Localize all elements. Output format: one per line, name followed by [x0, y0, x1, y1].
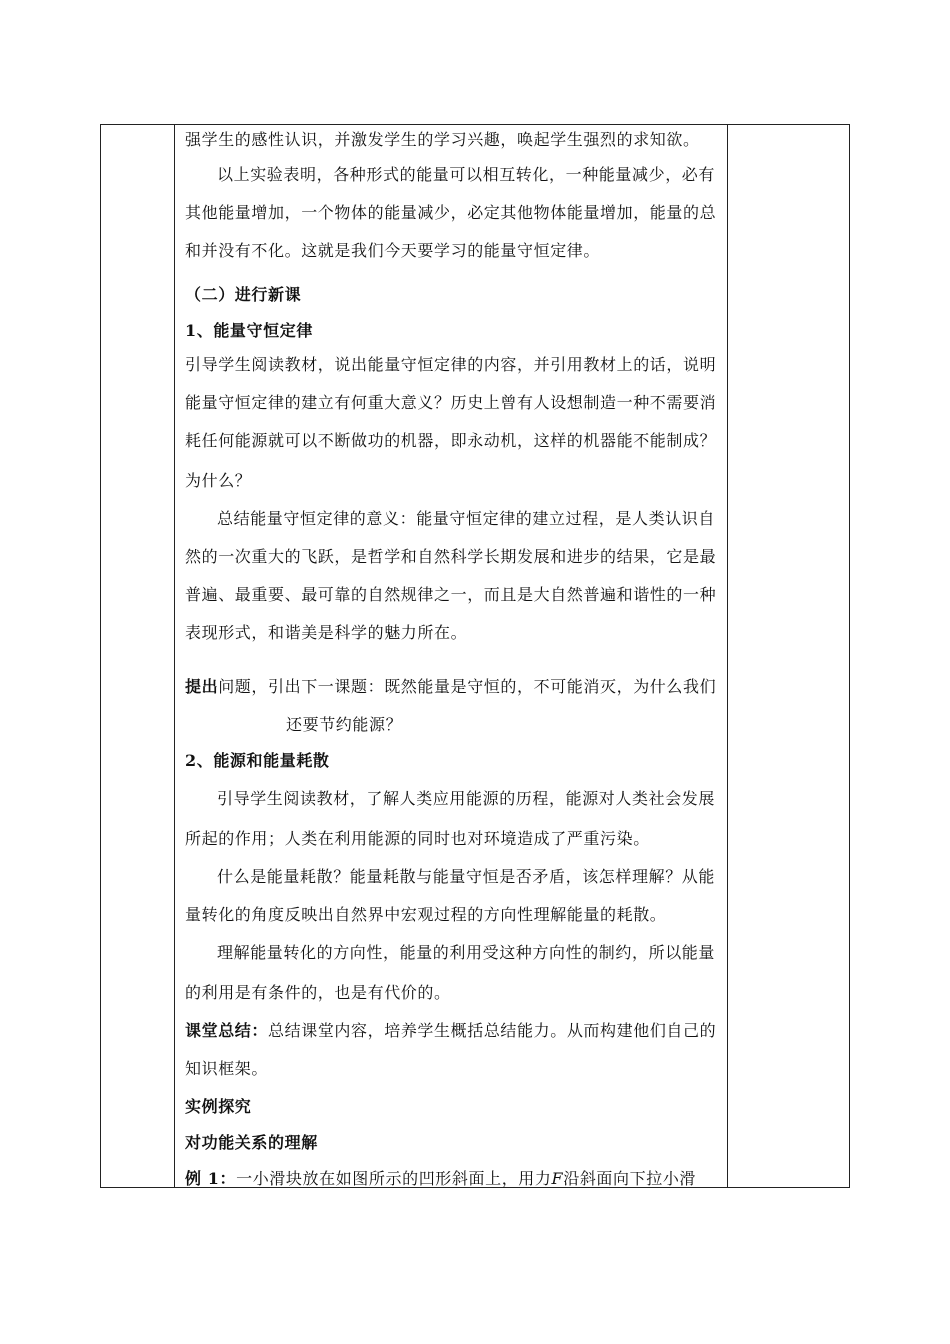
section-heading: 1、能量守恒定律 [185, 321, 313, 340]
section-heading: 实例探究 [185, 1097, 252, 1116]
column-divider-right [727, 125, 728, 1187]
text-line: 以上实验表明，各种形式的能量可以相互转化，一种能量减少，必有 [217, 165, 716, 184]
text-line: 为什么？ [185, 471, 252, 490]
text-line: 普遍、最重要、最可靠的自然规律之一，而且是大自然普遍和谐性的一种 [185, 585, 717, 604]
line-rest: 一小滑块放在如图所示的凹形斜面上，用力 [236, 1169, 552, 1188]
text-line: 的利用是有条件的，也是有代价的。 [185, 983, 451, 1002]
lesson-table [100, 124, 850, 1188]
text-line: 总结能量守恒定律的意义：能量守恒定律的建立过程，是人类认识自 [217, 509, 716, 528]
text-line: 强学生的感性认识，并激发学生的学习兴趣，唤起学生强烈的求知欲。 [185, 130, 700, 149]
section-heading: （二）进行新课 [185, 285, 302, 304]
column-divider-left [174, 125, 175, 1187]
text-line: 所起的作用；人类在利用能源的同时也对环境造成了严重污染。 [185, 829, 650, 848]
text-line: 还要节约能源？ [286, 715, 403, 734]
example-label: 例 1： [185, 1169, 237, 1188]
line-rest: 沿斜面向下拉小滑 [563, 1169, 697, 1188]
section-heading: 对功能关系的理解 [185, 1133, 318, 1152]
text-line: 耗任何能源就可以不断做功的机器，即永动机，这样的机器能不能制成？ [185, 431, 717, 450]
text-line: 量转化的角度反映出自然界中宏观过程的方向性理解能量的耗散。 [185, 905, 667, 924]
section-heading: 2、能源和能量耗散 [185, 751, 330, 770]
text-line: 然的一次重大的飞跃，是哲学和自然科学长期发展和进步的结果，它是最 [185, 547, 717, 566]
bold-lead: 课堂总结： [185, 1021, 269, 1040]
text-line: 什么是能量耗散？能量耗散与能量守恒是否矛盾，该怎样理解？从能 [217, 867, 716, 886]
text-line: 引导学生阅读教材，说出能量守恒定律的内容，并引用教材上的话，说明 [185, 355, 717, 374]
line-rest: 问题，引出下一课题：既然能量是守恒的，不可能消灭，为什么我们 [218, 677, 717, 696]
line-rest: 总结课堂内容，培养学生概括总结能力。从而构建他们自己的 [268, 1021, 717, 1040]
text-line: 引导学生阅读教材，了解人类应用能源的历程，能源对人类社会发展 [217, 789, 716, 808]
text-line [185, 1169, 696, 1189]
text-line: 其他能量增加，一个物体的能量减少，必定其他物体能量增加，能量的总 [185, 203, 717, 222]
text-line: 表现形式，和谐美是科学的魅力所在。 [185, 623, 468, 642]
bold-lead: 提出 [185, 677, 219, 696]
text-line: 理解能量转化的方向性，能量的利用受这种方向性的制约，所以能量 [217, 943, 716, 962]
text-line [185, 677, 716, 697]
text-line [185, 1021, 716, 1041]
text-line: 知识框架。 [185, 1059, 269, 1078]
text-line: 和并没有不化。这就是我们今天要学习的能量守恒定律。 [185, 241, 601, 260]
text-line: 能量守恒定律的建立有何重大意义？历史上曾有人设想制造一种不需要消 [185, 393, 717, 412]
force-symbol: F [551, 1169, 564, 1188]
